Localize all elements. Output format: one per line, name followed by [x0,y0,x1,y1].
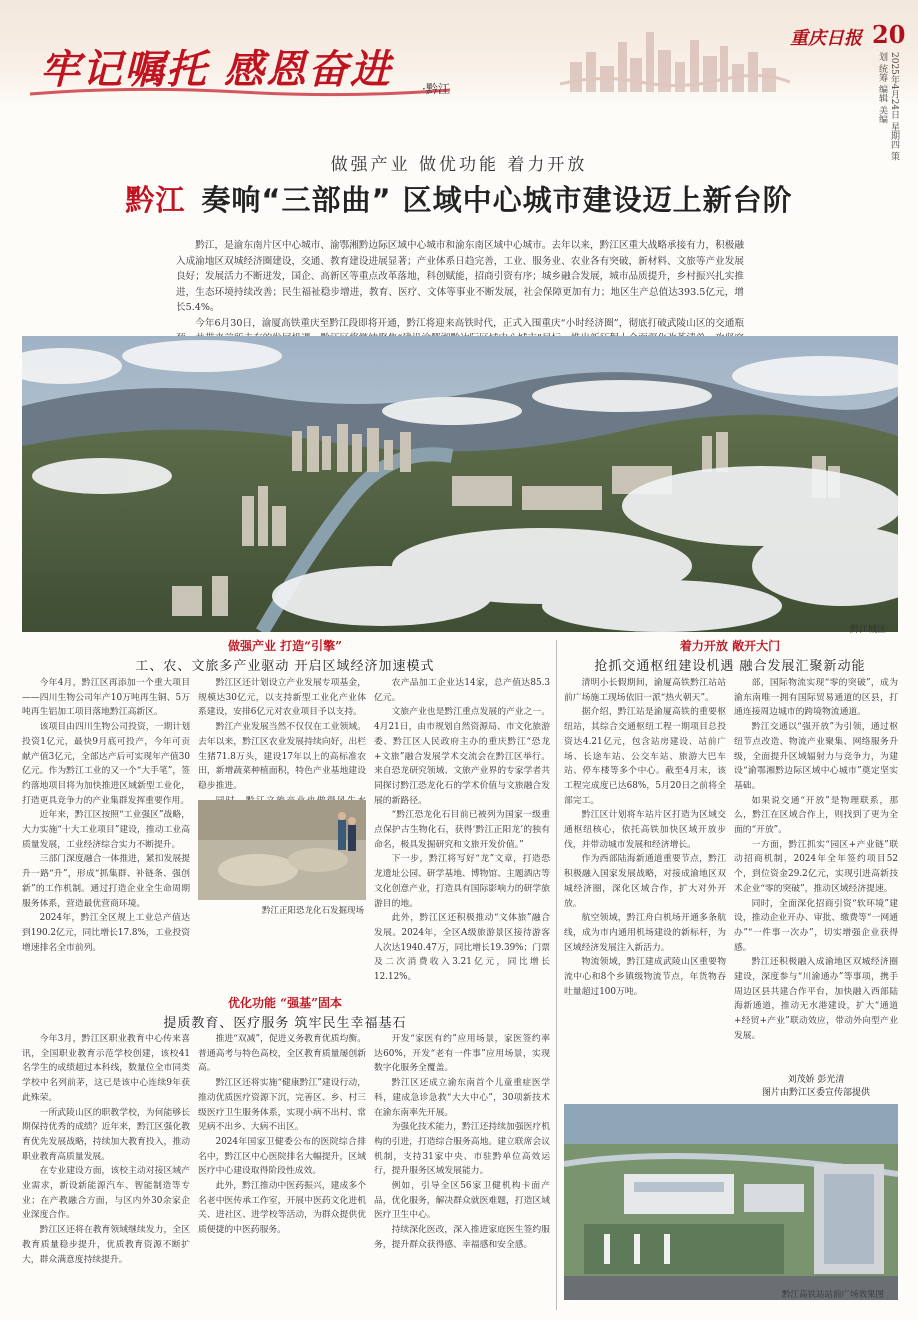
paragraph: 文旅产业也是黔江重点发展的产业之一。4月21日，由市规划自然资源局、市文化旅游委、黔江区人民政府主办的重庆黔江“恐龙+文旅”融合发展学术交流会在黔江区举行。来自恐龙研究领域、文旅产业界的专家学者共同探讨黔江恐龙化石的学术价值与文旅融合发展的新路径。 [374,707,550,806]
section2-column-1 [22,1032,190,1267]
section3-subtitle: 抢抓交通枢纽建设机遇 融合发展汇聚新动能 [594,659,866,674]
paragraph: “黔江恐龙化石目前已被列为国家一级重点保护古生物化石，获得‘黔江正阳龙’的独有命名，极具发掘研究和文旅开发价值。” [374,810,550,850]
lead-paragraph: 黔江，是渝东南片区中心城市、渝鄂湘黔边际区域中心城市和渝东南区域中心城市。去年以来，黔江区重大战略承接有力，积极融入成渝地区双城经济圈建设，交通、教育建设进展显著；产业体系日趋完善，工业、服务业、农业各有突破，新材料、文旅等产业发展良好；发展活力不断迸发，国企、高新区等重点改革落地，科创赋能，招商引资有序；城乡融合发展，城市品质提升，乡村振兴扎实推进，生态环境持续改善；民生福祉稳步增进，教育、医疗、文体等事业不断发展，社会保障更加有力；地区生产总值达393.5亿元，增长5.4%。 [176,240,744,313]
paragraph: 2024年，黔江全区规上工业总产值达到190.2亿元，同比增长17.8%，工业投资增速排名全市前列。 [22,913,190,953]
paragraph: 今年3月，黔江区职业教育中心传来喜讯，全国职业教育示范学校创建，该校41名学生的成绩超过本科线，数量位全市同类学校中名列前茅，这已是该中心连续9年获此殊荣。 [22,1034,190,1103]
dinosaur-fossil-photo [198,800,366,900]
railway-station-rendering [564,1104,898,1300]
byline: 刘茂娇 彭光清 [787,1075,845,1085]
paragraph: 航空领域，黔江舟白机场开通多条航线，成为市内通用机场建设的新标杆，为区域经济发展注入新活力。 [564,913,726,953]
section3-red-title: 着力开放 敞开大门 [679,639,781,653]
section1-column-3 [374,676,550,985]
page-header [0,0,918,161]
section2-subtitle: 提质教育、医疗服务 筑牢民生幸福基石 [163,1016,407,1031]
paragraph: 如果说交通“开放”是物理联系，那么，黔江在区域合作上，则找到了更为全面的“开放”。 [734,795,898,836]
kicker-headline: 做强产业 做优功能 着力开放 [330,155,588,175]
section3-column-2 [734,676,898,1044]
paragraph: 下一步，黔江将写好“龙”文章，打造恐龙遗址公园、研学基地、博物馆、主题酒店等文化创意产业，打造具有国际影响力的研学旅游目的地。 [374,854,550,909]
station-photo-caption: 黔江高铁站站前广场效果图 [782,1290,885,1300]
page-number: 20 [872,20,906,49]
lead-paragraph: 今年6月30日，渝厦高铁重庆至黔江段即将开通，黔江将迎来高铁时代，正式入围重庆“小时经济圈”，彻底打破武陵山区的交通瓶 [195,317,744,329]
paragraph: 黔江还积极融入成渝地区双城经济圈建设，深度参与“川渝通办”等事项，携手周边区县共建合作平台，加快融入西部陆海新通道，推动无水港建设，扩大“通道+经贸+产业”联动效应，带动外向型产业发展。 [734,957,898,1041]
paragraph: 推进“双减”，促进义务教育优质均衡。普通高考与特色高校，全区教育质量屡创新高。 [198,1034,366,1074]
section2-column-3 [374,1032,550,1253]
column-divider [556,640,557,1310]
paragraph: 开发“家医有约”应用场景，家医签约率达60%，开发“老有一件事”应用场景，实现数字化服务全覆盖。 [374,1034,550,1074]
paragraph: 该项目由四川生物公司投资，一期计划投资1亿元，最快9月底可投产，今年可贡献产值3亿元，全部达产后可实现年产值30亿元。作为黔江工业的又一个“大手笔”，签约落地项目将为加快推进区域新型工业化，打造更具竞争力的产业集群发挥重要作用。 [22,722,190,806]
paragraph: 黔江区还成立渝东南首个儿童重症医学科，建成急诊急救“大大中心”，30项新技术在渝东南率先开展。 [374,1078,550,1118]
paragraph: 黔江区还将实施“健康黔江”建设行动，推动优质医疗资源下沉，完善区、乡、村三级医疗卫生服务体系，实现小病不出村、常见病不出乡、大病不出区。 [198,1078,366,1133]
section1-red-title: 做强产业 打造“引擎” [228,639,342,653]
section2-red-title: 优化功能 “强基”固本 [228,996,342,1010]
section2-column-2 [198,1032,366,1238]
paragraph: 在专业建设方面，该校主动对接区域产业需求，新设新能源汽车、智能制造等专业；在产教融合方面，与区内外30余家企业深度合作。 [22,1166,190,1221]
slogan-location: ·黔江 [422,82,450,96]
paragraph: 今年4月，黔江区再添加一个重大项目——四川生物公司年产10万吨再生铜、5万吨再生铝加工项目落地黔江高新区。 [22,678,190,718]
newspaper-name: 重庆日报 [790,28,862,49]
paragraph: 农产品加工企业达14家，总产值达85.3亿元。 [374,678,550,703]
byline-block [734,1074,898,1100]
paragraph: 2024年国家卫健委公布的医院综合排名中，黔江区中心医院排名大幅提升，区域医疗中心建设取得阶段性成效。 [198,1136,366,1177]
paragraph: 作为西部陆海新通道重要节点，黔江积极融入国家发展战略，对接成渝地区双城经济圈，深化区域合作，扩大对外开放。 [564,854,726,909]
paragraph: 部，国际物流实现“零的突破”，成为渝东南唯一拥有国际贸易通道的区县，打通连接周边城市的跨境物流通道。 [734,678,898,718]
paragraph: 黔江区计划将车站片区打造为区域交通枢纽核心，依托高铁加快区域开放步伐，并带动城市发展和经济增长。 [564,810,726,850]
city-skyline-graphic [560,22,790,92]
main-headline [0,178,918,219]
paragraph: 黔江产业发展当然不仅仅在工业领域。去年以来，黔江区农业发展持续向好，出栏生猪71.8万头，建设17年以上的高标准农田，新增蔬菜种植面积，特色产业基地建设稳步推进。 [198,722,366,791]
headline-place: 黔江 [125,183,186,217]
issue-meta: 2025年4月24日 星期四 策划 统筹 编辑 美编 [877,52,899,161]
paragraph: 三部门深度融合一体推进，紧扣发展提升一路“升”，形成“抓集群、补链条、强创新”的工作机制。通过打造企业全生命周期服务体系，营造最优营商环境。 [22,854,190,909]
paragraph: 据介绍，黔江站是渝厦高铁的重要枢纽站，其综合交通枢纽工程一期项目总投资达4.21亿元，包含站房建设、站前广场、长途车站、公交车站、旅游大巴车站、停车楼等多个中心。截至4月末，该工程完成度已达68%，5月20日之前将全部完工。 [564,707,726,806]
section1-subtitle: 工、农、文旅多产业驱动 开启区域经济加速模式 [135,659,435,674]
section3-column-1 [564,676,726,999]
paragraph: 此外，黔江区还积极推动“文体旅”融合发展。2024年，全区A级旅游景区接待游客人次达1940.47万，同比增长19.39%；门票及二次消费收入3.21亿元，同比增长12.12%。 [374,913,550,983]
city-aerial-photo [22,336,898,632]
headline-title: 奏响“三部曲” 区域中心城市建设迈上新台阶 [201,183,793,217]
paragraph: 持续深化医改，深入推进家庭医生签约服务，提升群众获得感、幸福感和安全感。 [374,1225,550,1250]
fossil-photo-caption: 黔江正阳恐龙化石发掘现场 [262,906,365,916]
paragraph: 清明小长假期间，渝厦高铁黔江站站前广场施工现场依旧一派“热火朝天”。 [564,678,726,703]
paragraph: 一方面，黔江抓实“园区+产业链”联动招商机制，2024年全年签约项目52个，到位资金29.2亿元，实现引进高新技术企业“零的突破”，推动区域经济提速。 [734,839,898,894]
paragraph: 近年来，黔江区按照“工业强区”战略，大力实施“十大工业项目”建设，推动工业高质量发展，工业经济综合实力不断提升。 [22,810,190,850]
paragraph: 物流领域，黔江建成武陵山区重要物流中心和8个乡镇级物流节点，年货物吞吐量超过100万吨。 [564,957,726,997]
paragraph: 黔江区还将在教育领域继续发力，全区教育质量稳步提升，优质教育资源不断扩大，群众满意度持续提升。 [22,1225,190,1265]
paragraph: 黔江交通以“强开放”为引领，通过枢纽节点改造、物流产业聚集、网络服务升级，全面提升区域辐射力与竞争力，为建设“渝鄂湘黔边际区域中心城市”奠定坚实基础。 [734,722,898,791]
slogan-title: 牢记嘱托 感恩奋进 [40,46,392,93]
paragraph: 为强化技术能力，黔江还持续加强医疗机构的引进，打造综合服务高地。建立联席会议机制，支持31家中央、市驻黔单位高效运行，提升服务区域发展能力。 [374,1122,550,1177]
paragraph: 同时，全面深化招商引资“软环境”建设，推动企业开办、审批、缴费等“一网通办”“一件事一次办”，切实增强企业获得感。 [734,898,898,953]
paragraph: 此外，黔江推动中医药振兴，建成多个名老中医传承工作室，开展中医药文化进机关、进社区、进学校等活动，为群众提供优质便捷的中医药服务。 [198,1181,366,1236]
photo-credit: 图片由黔江区委宣传部提供 [761,1088,870,1098]
paragraph: 例如，引导全区56家卫健机构卡面产品，优化服务，解决群众就医难题，打造区域医疗卫生中心。 [374,1181,550,1221]
hero-photo-caption: 黔江城区 [850,625,887,635]
paragraph: 黔江区还计划设立产业发展专项基金，规模达30亿元，以支持新型工业化产业体系建设，安排6亿元对农业项目予以支持。 [198,678,366,718]
paragraph: 一所武陵山区的职教学校，为何能够长期保持优秀的成绩？近年来，黔江区强化教育优先发展战略，持续加大教育投入，推动职业教育高质量发展。 [22,1107,190,1162]
section1-column-1 [22,676,190,955]
